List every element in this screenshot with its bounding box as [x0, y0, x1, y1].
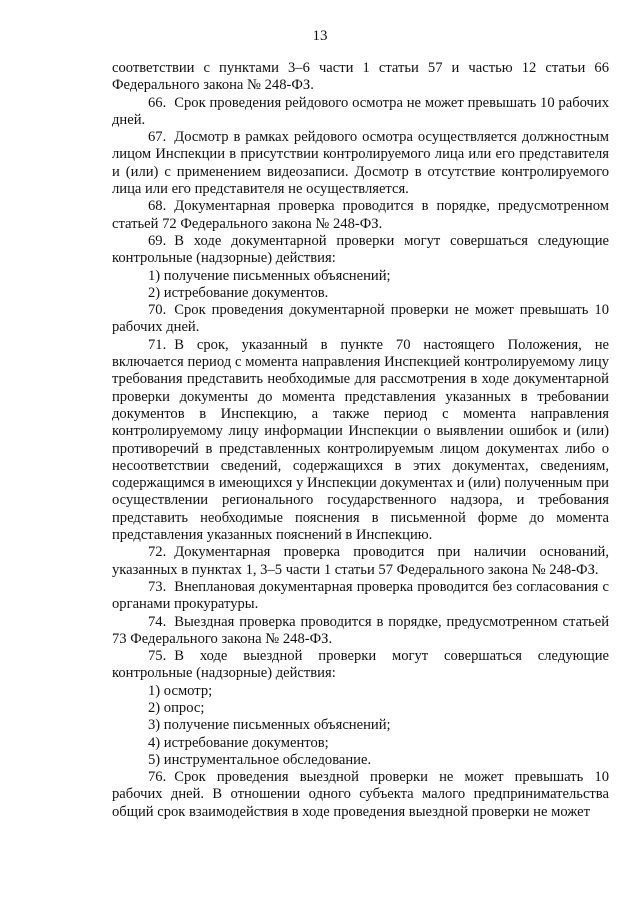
paragraph-69 [112, 233, 609, 268]
paragraph-number: 74. [148, 613, 167, 630]
paragraph-70 [112, 302, 609, 337]
paragraph-number: 67. [148, 129, 167, 146]
paragraph-text: Срок проведения рейдового осмотра не может превышать 10 рабочих дней. [112, 94, 609, 128]
paragraph-continuation [112, 60, 609, 95]
paragraph-text: Срок проведения выездной проверки не может превышать 10 рабочих дней. В отношении одного субъекта малого предпринимательства общий срок взаимодействия в ходе проведения выездной проверки не может [112, 769, 609, 820]
paragraph-75 [112, 648, 609, 683]
list-item-text: 5) инструментальное обследование. [148, 751, 372, 768]
paragraph-text: В ходе выездной проверки могут совершаться следующие контрольные (надзорные) действия: [112, 648, 609, 682]
list-item [112, 700, 609, 717]
paragraph-text: соответствии с пунктами 3–6 части 1 статьи 57 и частью 12 статьи 66 Федерального закона № 248-ФЗ. [112, 60, 609, 94]
list-item-text: 2) истребование документов. [148, 284, 329, 301]
page-number: 13 [312, 28, 328, 44]
paragraph-number: 73. [148, 578, 167, 595]
paragraph-number: 70. [148, 302, 167, 319]
list-item [112, 683, 609, 700]
paragraph-72 [112, 544, 609, 579]
paragraph-text: Документарная проверка проводится в порядке, предусмотренном статьей 72 Федерального закона № 248-ФЗ. [112, 198, 609, 232]
paragraph-text: Выездная проверка проводится в порядке, предусмотренном статьей 73 Федерального закона № 248-ФЗ. [112, 613, 609, 647]
paragraph-text: Досмотр в рамках рейдового осмотра осуществляется должностным лицом Инспекции в присутствии контролируемого лица или его представителя и (или) с применением видеозаписи. Досмотр в отсутствие контролируемого лица или его представителя не осуществляется. [112, 129, 609, 198]
paragraph-number: 75. [148, 648, 167, 665]
list-item [112, 717, 609, 734]
paragraph-number: 76. [148, 769, 167, 786]
paragraph-68 [112, 198, 609, 233]
list-item-text: 3) получение письменных объяснений; [148, 717, 391, 734]
paragraph-text: В срок, указанный в пункте 70 настоящего Положения, не включается период с момента направления Инспекцией контролируемому лицу требования представить необходимые для рассмотрения в ходе документарной проверки документы до момента представления указанных в требовании документов в Инспекцию, а также период с момента направления контролируемому лицу информации Инспекции о выявлении ошибок и (или) противоречий в представленных контролируемым лицом документах либо о несоответствии сведений, содержащихся в этих документах, сведениям, содержащимся в имеющихся у Инспекции документах и (или) полученным при осуществлении регионального государственного надзора, и требования представить необходимые пояснения в письменной форме до момента представления указанных пояснений в Инспекцию. [112, 336, 609, 544]
paragraph-text: Внеплановая документарная проверка проводится без согласования с органами прокуратуры. [112, 578, 609, 613]
paragraph-text: Срок проведения документарной проверки не может превышать 10 рабочих дней. [112, 302, 609, 336]
document-body [112, 60, 609, 821]
list-item-text: 2) опрос; [148, 699, 205, 716]
paragraph-number: 66. [148, 94, 167, 111]
paragraph-text: В ходе документарной проверки могут совершаться следующие контрольные (надзорные) действия: [112, 232, 609, 267]
list-item-text: 1) осмотр; [148, 682, 213, 699]
list-item [112, 735, 609, 752]
paragraph-number: 69. [148, 232, 167, 249]
paragraph-71 [112, 337, 609, 545]
list-item [112, 268, 609, 285]
paragraph-number: 68. [148, 198, 167, 215]
paragraph-76 [112, 769, 609, 821]
list-item-text: 1) получение письменных объяснений; [148, 267, 391, 284]
list-item [112, 285, 609, 302]
paragraph-text: Документарная проверка проводится при наличии оснований, указанных в пунктах 1, 3–5 части 1 статьи 57 Федерального закона № 248-ФЗ. [112, 544, 609, 578]
list-item-text: 4) истребование документов; [148, 734, 329, 751]
paragraph-66 [112, 95, 609, 130]
paragraph-73 [112, 579, 609, 614]
paragraph-number: 72. [148, 544, 167, 561]
list-item [112, 752, 609, 769]
paragraph-67 [112, 129, 609, 198]
paragraph-74 [112, 614, 609, 649]
paragraph-number: 71. [148, 336, 167, 353]
